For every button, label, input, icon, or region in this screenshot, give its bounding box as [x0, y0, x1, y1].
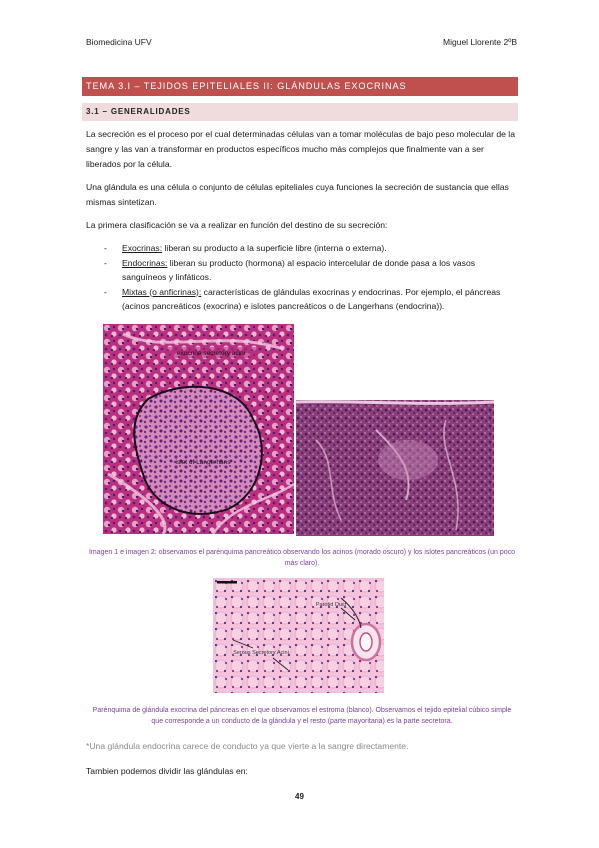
list-term: Endocrinas: [122, 257, 168, 268]
paragraph-secretion: La secreción es el proceso por el cual determinadas células van a tomar moléculas de bajo peso molecular de la sangre y las van a transformar en productos específicos mucho más complejos que finalmente van a ser liberados por la célula. [86, 129, 515, 169]
list-term: Mixtas (o anficrinas): [122, 286, 202, 297]
bullet-dash: - [104, 243, 107, 253]
bullet-dash: - [104, 286, 107, 297]
label-serous-acini: Serous Secretory Acini [233, 650, 289, 656]
histology-image-parenchyma [296, 400, 494, 536]
list-text: liberan su producto a la superficie libre (interna o externa). [162, 243, 387, 253]
paragraph-gland: Una glándula es una célula o conjunto de células epiteliales cuya funciones la secreción de sustancia que ellas mismas sintetizan. [86, 182, 509, 207]
list-item [104, 241, 518, 256]
section-heading-band [82, 103, 518, 121]
caption-images-1-2: Imagen 1 e imagen 2: observamos el parénquima pancreático observando los acinos (morado oscuro) y los islotes pancreáticos (un poco más claro). [88, 549, 516, 567]
list-text: liberan su producto (hormona) al espacio intercelular de donde pasa a los vasos sanguíneos y linfáticos. [122, 257, 476, 282]
histology-image-serous-acini [213, 578, 384, 693]
list-item [104, 256, 518, 285]
caption-image-3: Parénquima de glándula exocrina del páncreas en el que observamos el estroma (blanco). Observamos el tejido epitelial cúbico simple que corresponde a un conducto de la glándula y el resto (parte mayoritaria) es la parte secretora. [92, 707, 512, 725]
list-item [104, 285, 518, 314]
list-term: Exocrinas: [122, 243, 163, 253]
label-parotid-duct: Parotid Duct [315, 602, 347, 608]
list-text: características de glándulas exocrinas y endocrinas. Por ejemplo, el páncreas (acinos pancreáticos (exocrina) e islotes pancreáticos o de Langerhans (endocrina)). [122, 286, 501, 311]
label-exocrine-acini: exocrine secretory acini [176, 350, 246, 357]
chapter-title-band [82, 77, 518, 96]
paragraph-classification: La primera clasificación se va a realizar en función del destino de su secreción: [86, 220, 388, 230]
section-heading: 3.1 – GENERALIDADES [86, 107, 191, 116]
bullet-dash: - [104, 257, 107, 268]
paragraph-division: Tambien podemos dividir las glándulas en: [86, 766, 248, 776]
header-left: Biomedicina UFV [86, 37, 152, 47]
chapter-title: TEMA 3.I – TEJIDOS EPITELIALES II: GLÁNDULAS EXOCRINAS [86, 81, 407, 91]
label-islet: islet of Langerhans [175, 459, 231, 466]
header-right: Miguel Llorente 2ºB [443, 37, 517, 47]
gland-type-list [104, 241, 518, 314]
histology-image-islet [103, 324, 294, 534]
endocrine-note: *Una glándula endocrina carece de conducto ya que vierte a la sangre directamente. [86, 741, 409, 751]
page-number: 49 [295, 792, 304, 801]
